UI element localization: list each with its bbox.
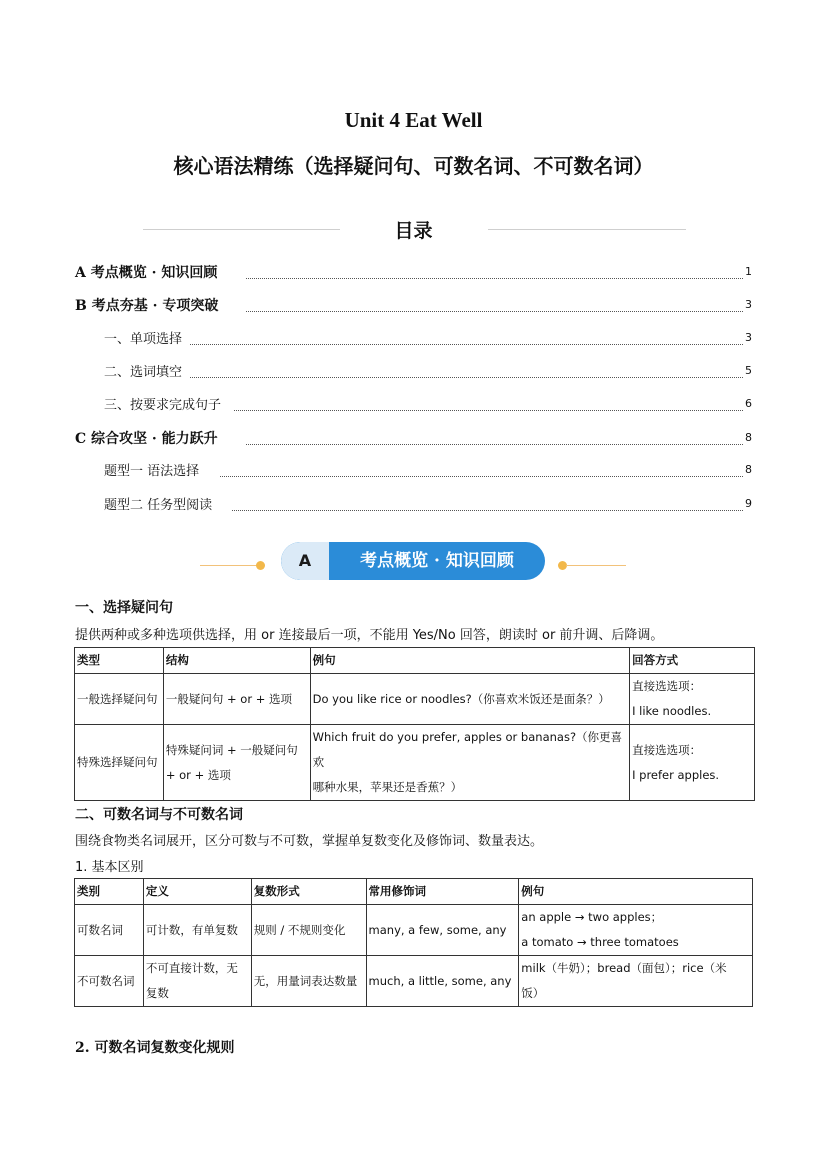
- question-types-table: [74, 647, 755, 801]
- toc-leader: [246, 264, 743, 279]
- table-header: 结构: [163, 648, 310, 674]
- toc-entry-page: 3: [745, 331, 752, 344]
- toc-entry[interactable]: [0, 361, 827, 383]
- table-header-row: [75, 879, 753, 905]
- banner-text: 考点概览 · 知识回顾: [360, 551, 514, 571]
- table-row: [75, 725, 755, 801]
- cell-line: + or + 选项: [165, 767, 231, 782]
- table-cell: [143, 956, 251, 1007]
- toc-leader: [246, 430, 743, 445]
- banner-dot-left: [256, 561, 265, 570]
- toc-entry-page: 3: [745, 298, 752, 311]
- table-cell: 特殊选择疑问句: [75, 725, 164, 801]
- toc-entry-label: 一、单项选择: [104, 328, 184, 347]
- toc-entry-page: 8: [745, 463, 752, 476]
- table-row: [75, 956, 753, 1007]
- section2-intro: 围绕食物类名词展开，区分可数与不可数，掌握单复数变化及修饰词、数量表达。: [75, 834, 544, 849]
- cell-line: a tomato → three tomatoes: [521, 935, 679, 949]
- cell-line: 饭）: [521, 986, 545, 1000]
- table-cell: much, a little, some, any: [366, 956, 519, 1007]
- table-cell: 可数名词: [75, 905, 144, 956]
- toc-leader: [190, 363, 743, 378]
- toc-entry[interactable]: [0, 295, 827, 317]
- table-cell: [519, 956, 753, 1007]
- section-banner: [281, 542, 545, 580]
- noun-types-table: [74, 878, 753, 1007]
- toc-entry[interactable]: [0, 460, 827, 482]
- toc-entry-page: 5: [745, 364, 752, 377]
- table-cell: 不可数名词: [75, 956, 144, 1007]
- table-header: 定义: [143, 879, 251, 905]
- toc-entry-label: 题型一 语法选择: [104, 460, 201, 479]
- table-cell: [519, 905, 753, 956]
- toc-leader: [234, 396, 743, 411]
- table-cell: 无，用量词表达数量: [251, 956, 366, 1007]
- table-cell: [630, 674, 755, 725]
- cell-line: I prefer apples.: [632, 767, 720, 782]
- cell-line: 不可直接计数，无: [145, 961, 238, 975]
- cell-line: 特殊疑问词 + 一般疑问句: [165, 742, 298, 757]
- toc-entry-page: 1: [745, 265, 752, 278]
- table-cell: [310, 725, 630, 801]
- toc-leader: [246, 297, 743, 312]
- table-cell: many, a few, some, any: [366, 905, 519, 956]
- toc-entry-label: 三、按要求完成句子: [104, 394, 223, 413]
- table-row: [75, 674, 755, 725]
- toc-heading: 目录: [394, 220, 433, 242]
- toc-entry[interactable]: [0, 394, 827, 416]
- table-row: [75, 905, 753, 956]
- cell-line: 直接选选项：: [632, 679, 702, 693]
- section2-heading: 二、可数名词与不可数名词: [75, 807, 243, 823]
- table-cell: Do you like rice or noodles?（你喜欢米饭还是面条？）: [310, 674, 630, 725]
- section1-heading: 一、选择疑问句: [75, 600, 173, 616]
- toc-entry[interactable]: [0, 428, 827, 450]
- table-cell: [163, 725, 310, 801]
- toc-entry[interactable]: [0, 494, 827, 516]
- document-title: Unit 4 Eat Well: [344, 108, 483, 132]
- table-header: 例句: [519, 879, 753, 905]
- table-header: 复数形式: [251, 879, 366, 905]
- toc-entry-label: C 综合攻坚 · 能力跃升: [75, 428, 220, 448]
- toc-leader: [190, 330, 743, 345]
- toc-entry-page: 6: [745, 397, 752, 410]
- section2-sub1: 1. 基本区别: [75, 860, 144, 875]
- banner-letter: A: [281, 542, 329, 580]
- table-cell: 一般选择疑问句: [75, 674, 164, 725]
- table-cell: 可计数，有单复数: [143, 905, 251, 956]
- toc-entry-label: 题型二 任务型阅读: [104, 494, 214, 513]
- banner-line-right: [566, 565, 626, 566]
- toc-entry-label: A 考点概览 · 知识回顾: [75, 262, 219, 282]
- cell-line: I like noodles.: [632, 704, 712, 718]
- table-cell: 规则 / 不规则变化: [251, 905, 366, 956]
- cell-line: 直接选选项：: [632, 742, 702, 757]
- toc-entry-label: 二、选词填空: [104, 361, 184, 380]
- toc-leader: [232, 496, 743, 511]
- cell-line: an apple → two apples；: [521, 910, 663, 924]
- table-cell: [630, 725, 755, 801]
- cell-line: milk（牛奶）；bread（面包）；rice（米: [521, 961, 727, 975]
- table-header: 例句: [310, 648, 630, 674]
- document-subtitle: 核心语法精练（选择疑问句、可数名词、不可数名词）: [173, 154, 654, 178]
- section2-sub2: 2. 可数名词复数变化规则: [75, 1040, 235, 1056]
- table-cell: 一般疑问句 + or + 选项: [163, 674, 310, 725]
- table-header: 类别: [75, 879, 144, 905]
- cell-line: Which fruit do you prefer, apples or bananas?（你更喜欢: [312, 730, 623, 769]
- cell-line: 复数: [145, 986, 169, 1000]
- table-header: 回答方式: [630, 648, 755, 674]
- table-header-row: [75, 648, 755, 674]
- toc-entry[interactable]: [0, 328, 827, 350]
- section1-intro: 提供两种或多种选项供选择，用 or 连接最后一项，不能用 Yes/No 回答，朗读时 or 前升调、后降调。: [75, 628, 664, 643]
- table-header: 类型: [75, 648, 164, 674]
- table-header: 常用修饰词: [366, 879, 519, 905]
- toc-entry-label: B 考点夯基 · 专项突破: [75, 295, 220, 315]
- cell-line: 哪种水果，苹果还是香蕉？）: [312, 780, 463, 794]
- toc-entry-page: 8: [745, 431, 752, 444]
- toc-entry-page: 9: [745, 497, 752, 510]
- toc-leader: [220, 462, 743, 477]
- banner-line-left: [200, 565, 260, 566]
- toc-entry[interactable]: [0, 262, 827, 284]
